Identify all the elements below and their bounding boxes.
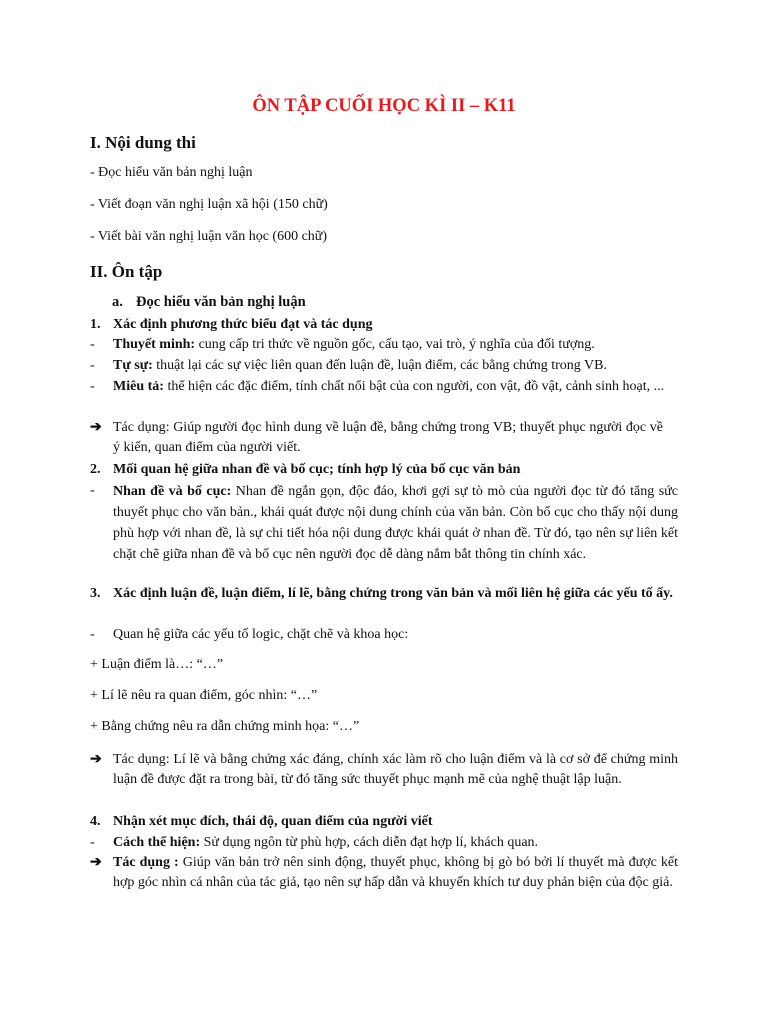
item-label: Tự sự:: [113, 358, 153, 373]
subsection-marker: a.: [112, 294, 123, 310]
dash-marker: -: [90, 483, 95, 498]
exam-item: - Đọc hiểu văn bản nghị luận: [90, 165, 253, 180]
question-number: 1.: [90, 317, 101, 332]
dash-marker: -: [90, 379, 95, 394]
effect-label: Tác dụng :: [113, 855, 179, 870]
detail-line: + Bằng chứng nêu ra dẫn chứng minh họa: “…”: [90, 719, 360, 734]
exam-item: - Viết bài văn nghị luận văn học (600 chữ): [90, 229, 328, 244]
effect-text: Tác dụng: Lí lẽ và bằng chứng xác đáng, chính xác làm rõ cho luận điểm và là cơ sở để chứng minh luận đề được đặt ra trong bài, từ đó tăng sức thuyết phục mạnh mẽ của nghệ thuật lập luận.: [113, 752, 678, 787]
item-label: Nhan đề và bố cục:: [113, 484, 232, 499]
question-number: 3.: [90, 586, 101, 601]
detail-line: + Lí lẽ nêu ra quan điểm, góc nhìn: “…”: [90, 688, 318, 703]
question-number: 4.: [90, 814, 101, 829]
item-text: Quan hệ giữa các yếu tố logic, chặt chẽ và khoa học:: [113, 627, 409, 642]
dash-marker: -: [90, 337, 95, 352]
arrow-right-icon: ➔: [90, 752, 102, 767]
document-title: ÔN TẬP CUỐI HỌC KÌ II – K11: [252, 96, 516, 116]
arrow-right-icon: ➔: [90, 420, 102, 435]
item-text: Nhan đề ngắn gọn, độc đáo, khơi gợi sự tò mò của người đọc từ đó tăng sức thuyết phục cho văn bản., khái quát được nội dung chính của văn bản. Còn bố cục cho thấy nội dung phù hợp với nhan đề, là sự chi tiết hóa nội dung được khái quát ở nhan đề. Từ đó, tạo nên sự liên kết chặt chẽ giữa nhan đề và bố cục nên người đọc dễ dàng nắm bắt thông tin chính xác.: [113, 484, 678, 562]
section-2-heading: II. Ôn tập: [90, 262, 163, 281]
item-label: Cách thể hiện:: [113, 835, 201, 850]
dash-marker: -: [90, 358, 95, 373]
item-text: Sử dụng ngôn từ phù hợp, cách diễn đạt hợp lí, khách quan.: [200, 835, 539, 850]
item-text: thuật lại các sự việc liên quan đến luận đề, luận điểm, các bằng chứng trong VB.: [152, 358, 607, 373]
question-title: Xác định luận đề, luận điểm, lí lẽ, bằng chứng trong văn bản và mối liên hệ giữa các yếu tố ấy.: [113, 586, 673, 601]
dash-marker: -: [90, 835, 95, 850]
detail-line: + Luận điểm là…: “…”: [90, 657, 224, 672]
question-title: Mối quan hệ giữa nhan đề và bố cục; tính hợp lý của bố cục văn bản: [113, 462, 521, 477]
effect-text: Tác dụng: Giúp người đọc hình dung về luận đề, bằng chứng trong VB; thuyết phục người đọc về ý kiến, quan điểm của người viết.: [113, 420, 663, 455]
item-text: thể hiện các đặc điểm, tính chất nổi bật của con người, con vật, đồ vật, cảnh sinh hoạt, ...: [163, 379, 665, 394]
subsection-a: [112, 294, 306, 311]
exam-item: - Viết đoạn văn nghị luận xã hội (150 chữ): [90, 197, 328, 212]
effect-text: Giúp văn bản trở nên sinh động, thuyết phục, không bị gò bó bởi lí thuyết mà được kết hợp góc nhìn cá nhân của tác giả, tạo nên sự hấp dẫn và khuyến khích tư duy phản biện của độc giả.: [113, 855, 679, 890]
item-label: Thuyết minh:: [113, 337, 196, 352]
arrow-right-icon: ➔: [90, 855, 102, 870]
question-number: 2.: [90, 462, 101, 477]
question-title: Xác định phương thức biểu đạt và tác dụng: [113, 317, 373, 332]
item-label: Miêu tả:: [113, 379, 164, 394]
question-title: Nhận xét mục đích, thái độ, quan điểm của người viết: [113, 814, 433, 829]
subsection-title: Đọc hiểu văn bản nghị luận: [136, 294, 306, 310]
item-text: cung cấp tri thức về nguồn gốc, cấu tạo, vai trò, ý nghĩa của đối tượng.: [195, 337, 595, 352]
section-1-heading: I. Nội dung thi: [90, 133, 196, 152]
dash-marker: -: [90, 627, 95, 642]
